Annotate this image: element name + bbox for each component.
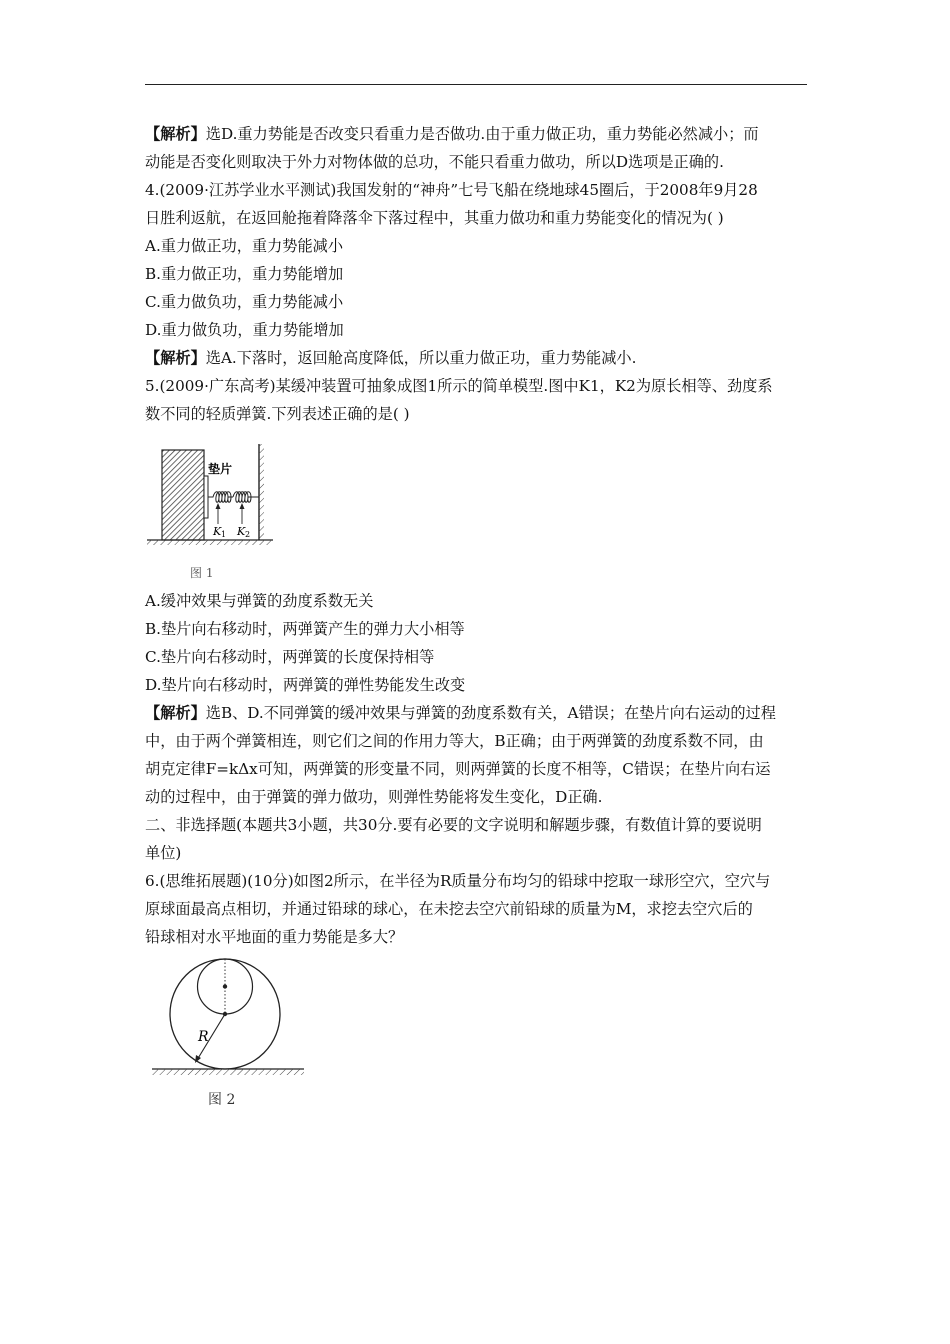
q5-option-b: B.垫片向右移动时，两弹簧产生的弹力大小相等 bbox=[145, 620, 465, 638]
ground-hatch bbox=[152, 1069, 304, 1075]
analysis-tag: 【解析】 bbox=[145, 704, 206, 722]
q5-analysis-line-4: 动的过程中，由于弹簧的弹力做功，则弹性势能将发生变化，D正确. bbox=[145, 788, 603, 806]
analysis-tag: 【解析】 bbox=[145, 125, 206, 143]
k1-subscript: 1 bbox=[221, 530, 227, 539]
q5-analysis-line-1: 【解析】选B、D.不同弹簧的缓冲效果与弹簧的劲度系数有关，A错误；在垫片向右运动的过程 bbox=[145, 704, 776, 722]
cavity-center-dot bbox=[223, 984, 227, 988]
spring-k1 bbox=[208, 492, 233, 503]
q3-analysis-line-2: 动能是否变化则取决于外力对物体做的总功，不能只看重力做功，所以D选项是正确的. bbox=[145, 153, 724, 171]
radius-label: R bbox=[198, 1029, 209, 1045]
q4-option-d: D.重力做负功，重力势能增加 bbox=[145, 321, 344, 339]
q5-option-d: D.垫片向右移动时，两弹簧的弹性势能发生改变 bbox=[145, 676, 466, 694]
k2-subscript: 2 bbox=[245, 530, 251, 539]
q6-stem-line-2: 原球面最高点相切，并通过铅球的球心，在未挖去空穴前铅球的质量为M，求挖去空穴后的 bbox=[145, 900, 753, 918]
wall-hatch bbox=[259, 444, 264, 540]
q6-stem-line-1: 6.(思维拓展题)(10分)如图2所示，在半径为R质量分布均匀的铅球中挖取一球形空穴，空穴与 bbox=[145, 872, 771, 890]
question-5-continued bbox=[145, 587, 810, 951]
q4-option-a: A.重力做正功，重力势能减小 bbox=[145, 237, 344, 255]
q3-analysis-line-1: 【解析】选D.重力势能是否改变只看重力是否做功.由于重力做正功，重力势能必然减小；而 bbox=[145, 125, 759, 143]
analysis-tag: 【解析】 bbox=[145, 349, 206, 367]
ground-hatch bbox=[147, 540, 273, 545]
figure-2-caption: 图 2 bbox=[208, 1092, 236, 1108]
k2-label: K bbox=[237, 525, 246, 538]
q6-stem-line-3: 铅球相对水平地面的重力势能是多大？ bbox=[145, 928, 404, 946]
q4-analysis: 【解析】选A.下落时，返回舱高度降低，所以重力做正功，重力势能减小. bbox=[145, 349, 637, 367]
q4-option-b: B.重力做正功，重力势能增加 bbox=[145, 265, 344, 283]
q5-option-a: A.缓冲效果与弹簧的劲度系数无关 bbox=[145, 592, 374, 610]
q5-analysis-line-3: 胡克定律F=kΔx可知，两弹簧的形变量不同，则两弹簧的长度不相等，C错误；在垫片向右运 bbox=[145, 760, 771, 778]
figure-1-caption: 图 1 bbox=[190, 566, 214, 580]
section-2-heading-line-2: 单位) bbox=[145, 844, 182, 862]
spring-k2 bbox=[233, 492, 259, 503]
header-rule bbox=[145, 84, 807, 85]
q5-analysis-line-2: 中，由于两个弹簧相连，则它们之间的作用力等大，B正确；由于两弹簧的劲度系数不同，由 bbox=[145, 732, 764, 750]
q3-analysis bbox=[145, 120, 810, 176]
q5-stem-line-1: 5.(2009·广东高考)某缓冲装置可抽象成图1所示的简单模型.图中K1，K2为原长相等、劲度系 bbox=[145, 377, 773, 395]
buffer-block bbox=[162, 450, 204, 540]
question-4 bbox=[145, 176, 810, 428]
q4-stem-line-1: 4.(2009·江苏学业水平测试)我国发射的“神舟”七号飞船在绕地球45圈后，于2008年9月28 bbox=[145, 181, 758, 199]
k1-arrowhead bbox=[216, 503, 221, 509]
k2-arrowhead bbox=[240, 503, 245, 509]
q5-stem-line-2: 数不同的轻质弹簧.下列表述正确的是( ) bbox=[145, 405, 410, 423]
figure-2-sphere-cavity bbox=[148, 952, 308, 1117]
pad-label: 垫片 bbox=[208, 462, 233, 476]
k1-label: K bbox=[213, 525, 222, 538]
q5-option-c: C.垫片向右移动时，两弹簧的长度保持相等 bbox=[145, 648, 435, 666]
q4-option-c: C.重力做负功，重力势能减小 bbox=[145, 293, 344, 311]
section-2-heading-line-1: 二、非选择题(本题共3小题，共30分.要有必要的文字说明和解题步骤，有数值计算的要说明 bbox=[145, 816, 762, 834]
figure-1-buffer-model bbox=[145, 440, 275, 585]
q4-stem-line-2: 日胜利返航，在返回舱拖着降落伞下落过程中，其重力做功和重力势能变化的情况为( ) bbox=[145, 209, 724, 227]
pad-plate bbox=[204, 476, 208, 518]
